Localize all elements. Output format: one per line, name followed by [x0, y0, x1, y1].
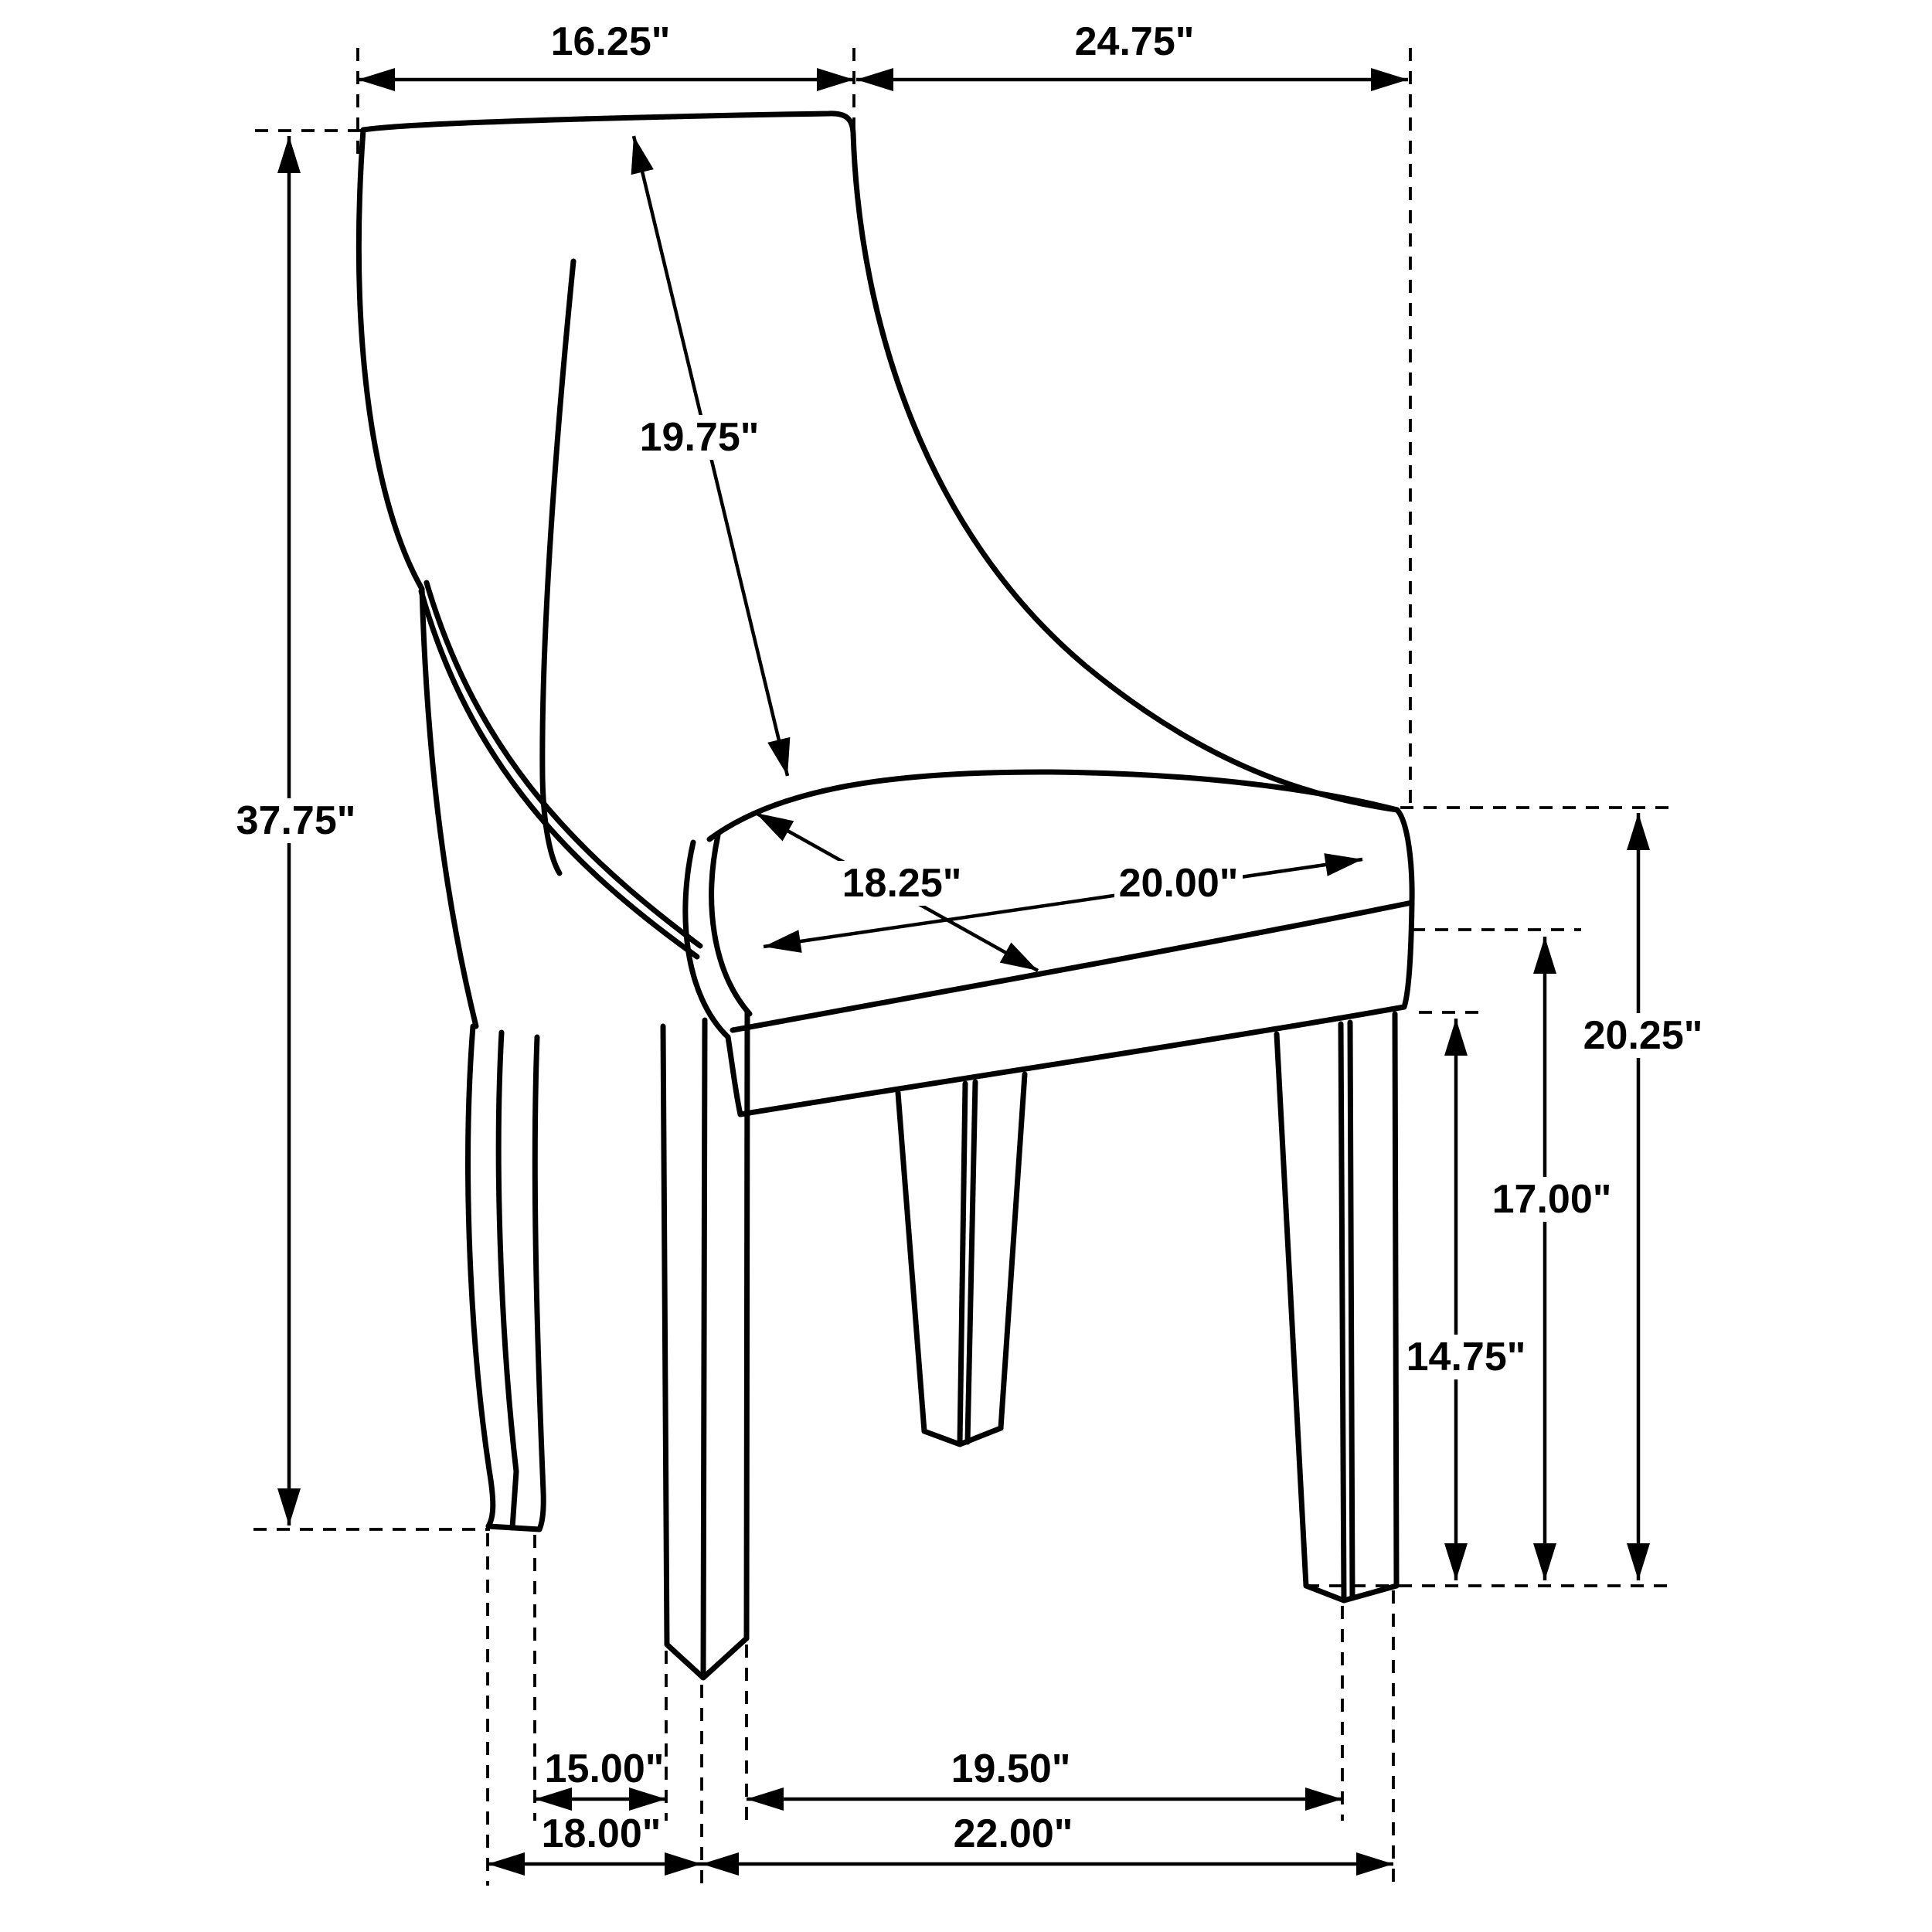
dim-seat-width-end-arrowhead: [1324, 853, 1362, 876]
dimension-lines: [277, 68, 1650, 1876]
dim-apron-bottom-height-label: 14.75": [1406, 1335, 1526, 1379]
dim-front-leg-span-end-arrowhead: [1305, 1787, 1342, 1811]
chair-cushion-back-edge: [709, 772, 1397, 839]
dim-seat-width-label: 20.00": [1118, 861, 1239, 906]
extension-lines: [253, 48, 1675, 1886]
dim-overall-footprint-end-arrowhead: [1356, 1852, 1393, 1876]
rear-left-leg-foot: [488, 1526, 539, 1529]
dim-seat-width-start-arrowhead: [764, 930, 802, 953]
dim-overall-height-start-arrowhead: [277, 136, 301, 173]
rear-left-leg-inner-edge: [535, 1037, 543, 1529]
dim-seat-depth-start-arrowhead: [756, 813, 794, 842]
dim-arm-top-height-end-arrowhead: [1627, 1543, 1650, 1580]
chair-cushion-front-edge: [733, 903, 1412, 1030]
chair-wing-front-edge: [422, 589, 476, 1026]
rear-right-leg-corner-edge-b: [968, 1082, 975, 1442]
front-left-leg-foot: [667, 1638, 747, 1678]
dim-arm-top-height-label: 20.25": [1583, 1013, 1703, 1058]
rear-right-leg-corner-edge-a: [960, 1083, 965, 1444]
dim-back-top-width-start-arrowhead: [358, 68, 395, 91]
dim-backrest-length-end-arrowhead: [767, 737, 790, 776]
dim-seat-depth-end-arrowhead: [1000, 942, 1038, 971]
dim-top-overall-span-label: 24.75": [1074, 19, 1195, 64]
dim-seat-height-label: 17.00": [1492, 1177, 1612, 1222]
front-right-leg-left-edge: [1277, 1034, 1306, 1586]
chair-back-top-and-right-sweep: [363, 114, 1397, 810]
dim-front-leg-span-label: 19.50": [951, 1747, 1071, 1791]
rear-right-leg-left-edge: [898, 1093, 924, 1431]
chair-back-left-edge: [359, 130, 422, 589]
dim-backrest-length-start-arrowhead: [631, 136, 654, 175]
dim-left-leg-footprint-end-arrowhead: [665, 1852, 702, 1876]
dim-seat-depth-label: 18.25": [842, 861, 962, 906]
front-right-leg-corner-edge-a: [1341, 1024, 1344, 1600]
dim-overall-height-label: 37.75": [236, 798, 356, 843]
chair-apron-bottom-edge: [740, 1007, 1404, 1114]
dim-seat-height-end-arrowhead: [1533, 1543, 1556, 1580]
front-right-leg-corner-edge-b: [1350, 1022, 1352, 1598]
chair-wing-top-outer-piping: [421, 591, 697, 957]
chair-arm-roll-inner: [712, 835, 750, 1014]
chair-wing-top-inner-piping: [427, 583, 700, 946]
chair-seat-front-left-edge: [728, 1037, 740, 1114]
rear-left-leg-corner-edge: [498, 1032, 516, 1528]
dim-left-leg-footprint-label: 18.00": [541, 1811, 662, 1856]
dim-left-leg-footprint-start-arrowhead: [488, 1852, 525, 1876]
dim-overall-footprint-start-arrowhead: [702, 1852, 739, 1876]
rear-right-leg-right-edge: [1001, 1074, 1025, 1428]
front-right-leg-right-edge: [1395, 1014, 1396, 1586]
dim-arm-top-height-start-arrowhead: [1627, 813, 1650, 850]
dimension-labels: [232, 19, 1707, 1856]
front-left-leg-outer-edge: [663, 1026, 667, 1645]
rear-left-leg-outer-edge: [468, 1026, 493, 1526]
chair-seat-right-edge: [1397, 810, 1412, 1007]
dim-top-overall-span-start-arrowhead: [856, 68, 893, 91]
chair-back-inner-stile: [543, 261, 573, 873]
dim-overall-footprint-label: 22.00": [953, 1811, 1073, 1856]
dim-back-top-width-label: 16.25": [550, 19, 671, 64]
dim-apron-bottom-height-end-arrowhead: [1444, 1543, 1468, 1580]
dim-overall-height-end-arrowhead: [277, 1488, 301, 1526]
dim-top-overall-span-end-arrowhead: [1371, 68, 1408, 91]
dim-backrest-length-label: 19.75": [639, 415, 760, 460]
dim-front-leg-span-start-arrowhead: [747, 1787, 784, 1811]
front-left-leg-corner-edge: [703, 1020, 705, 1677]
dim-rear-leg-offset-label: 15.00": [544, 1747, 665, 1791]
dim-back-top-width-end-arrowhead: [817, 68, 854, 91]
dim-seat-height-start-arrowhead: [1533, 937, 1556, 974]
dim-apron-bottom-height-start-arrowhead: [1444, 1019, 1468, 1056]
